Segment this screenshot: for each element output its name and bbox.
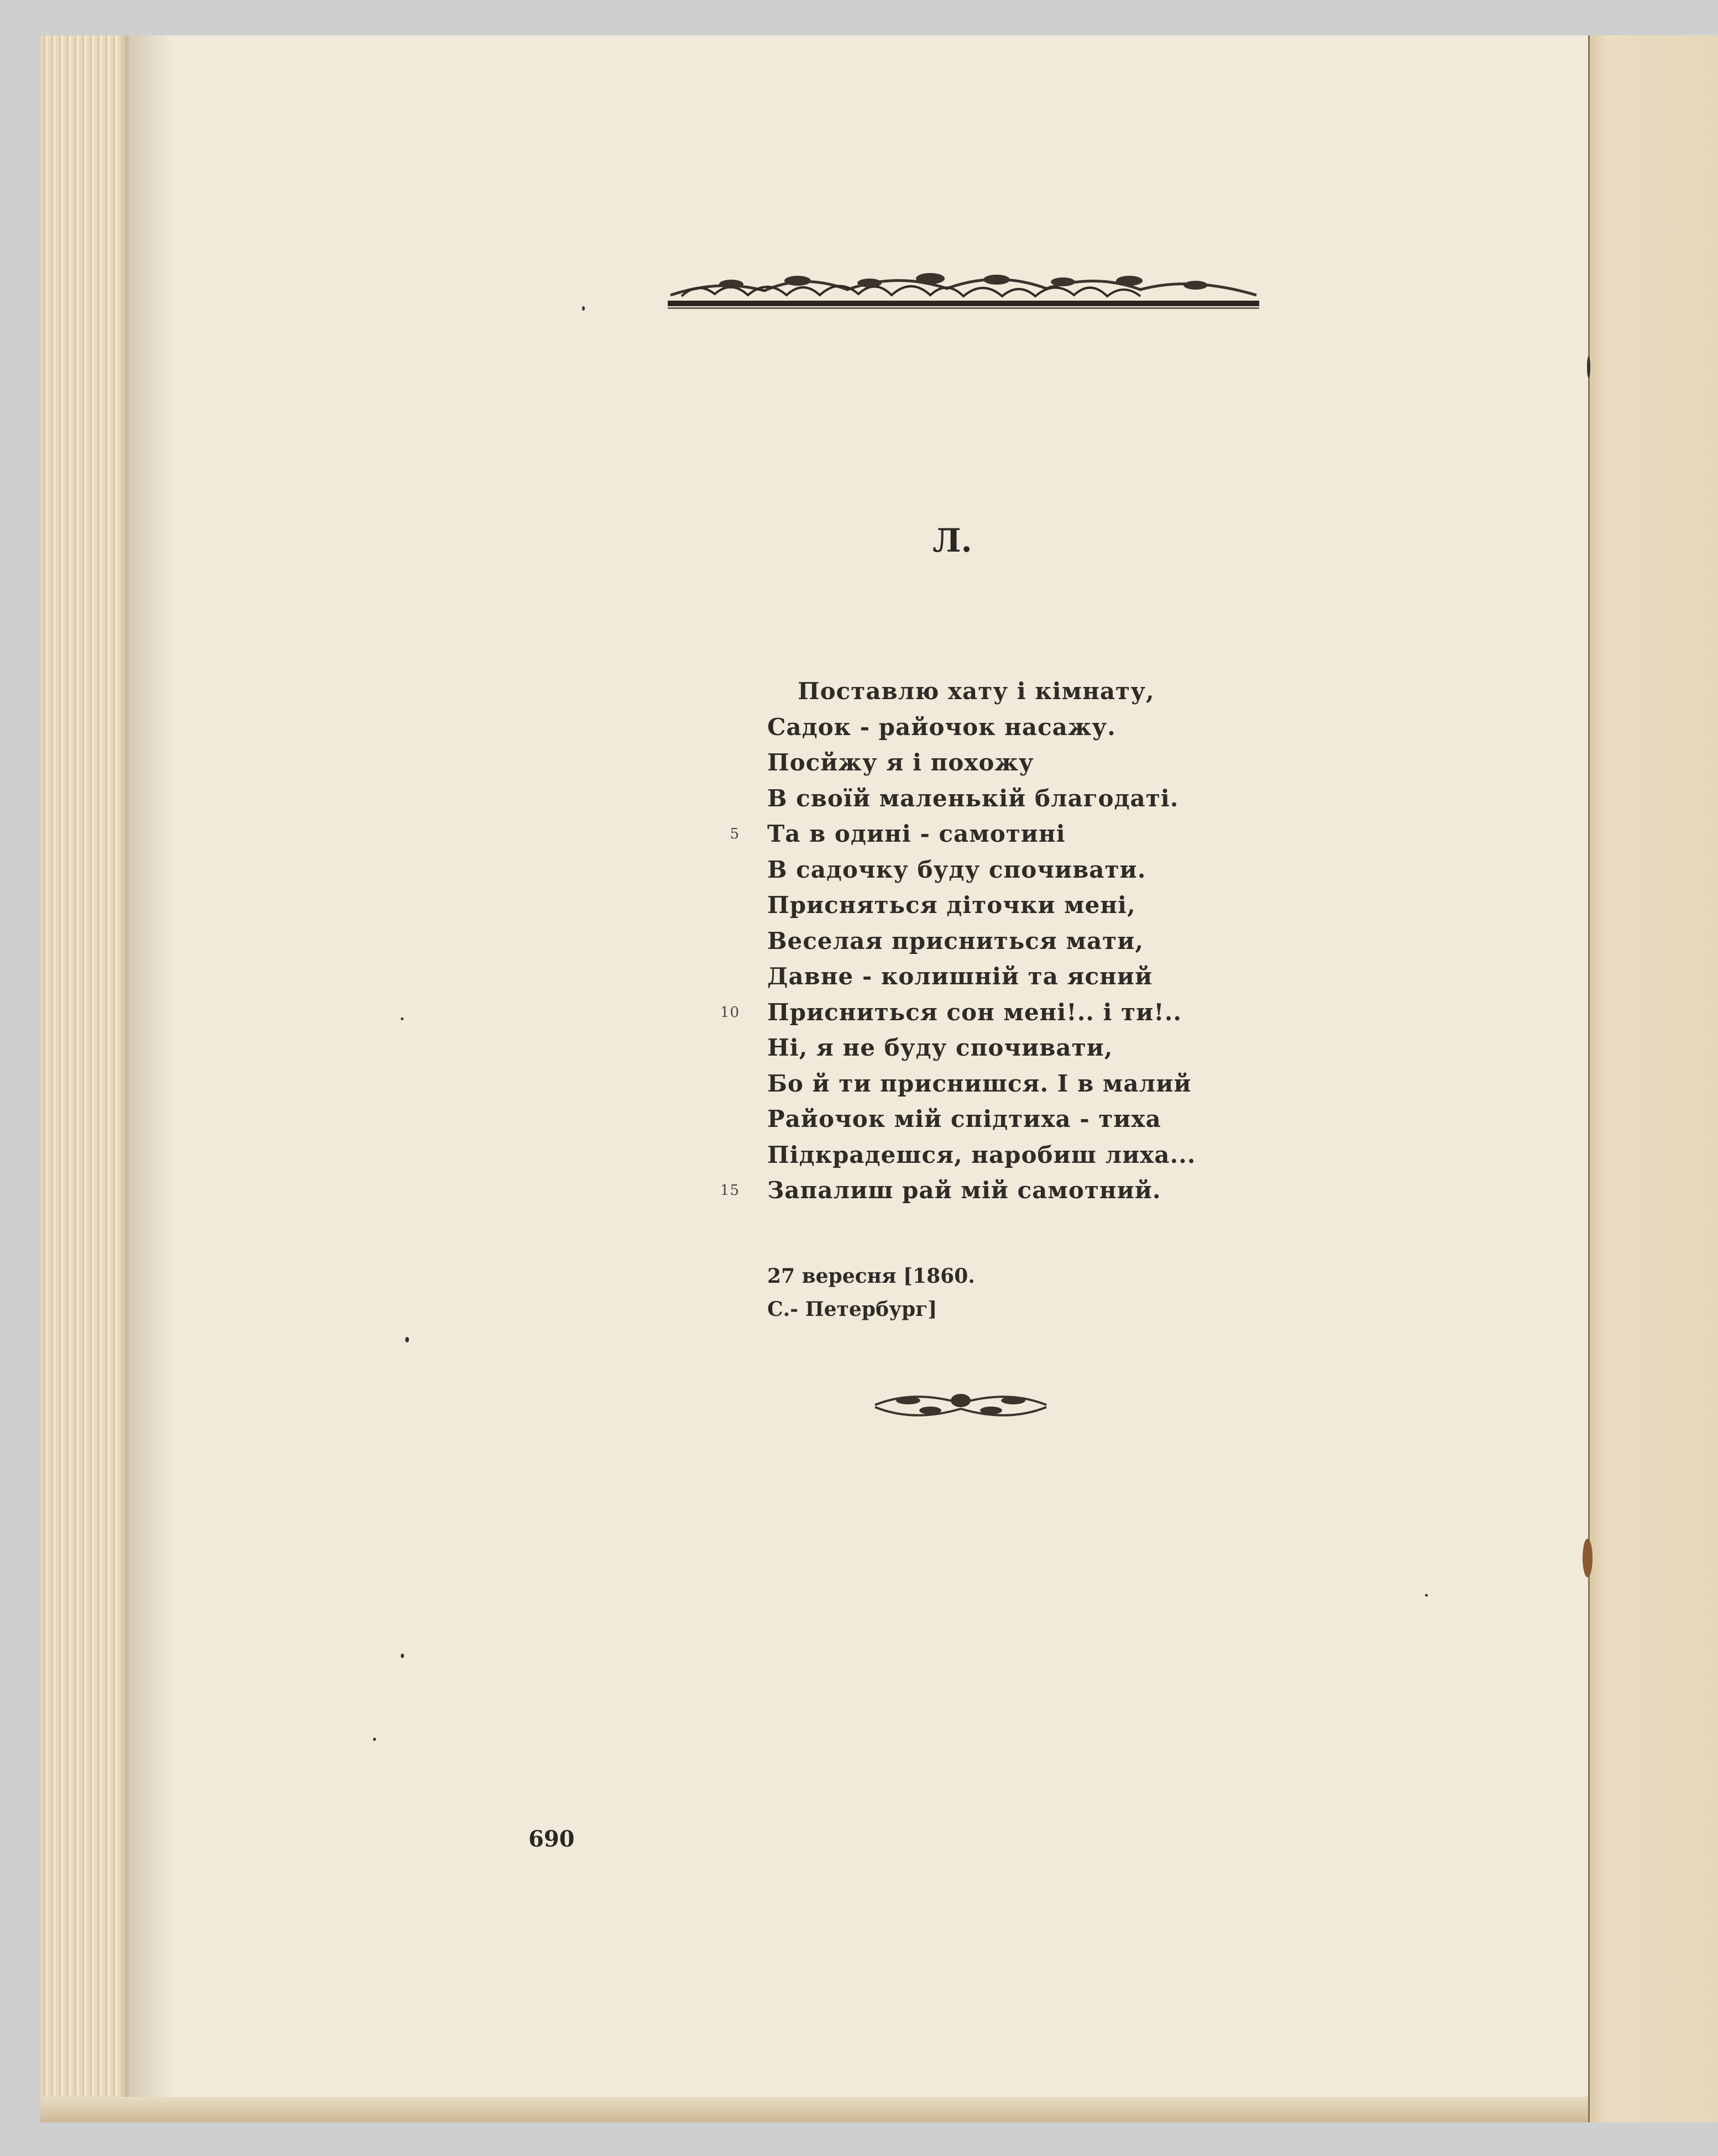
facing-page-edge (1588, 35, 1718, 2122)
verse-line: Поставлю хату і кімнату, (798, 678, 1155, 705)
verse-line: Присняться діточки мені, (767, 891, 1136, 919)
scanned-page (40, 35, 1718, 2122)
headpiece-ornament (665, 256, 1262, 312)
paper-speck (1587, 356, 1590, 378)
paper-speck (1425, 1594, 1428, 1597)
bottom-page-edge (40, 2097, 1588, 2122)
verse-line: 15 Запалиш рай мій самотний. (767, 1173, 1265, 1209)
page-edges (40, 35, 129, 2122)
verse-line: В садочку буду спочивати. (767, 856, 1146, 883)
line-number: 10 (720, 1004, 740, 1021)
verse-line: Садок - райочок насажу. (767, 713, 1116, 741)
paper-speck (401, 1017, 404, 1020)
paper-speck (401, 1654, 404, 1658)
verse-line: Бо й ти приснишся. І в малий (767, 1069, 1192, 1097)
tailpiece-ornament (870, 1378, 1052, 1428)
line-number: 15 (720, 1182, 740, 1199)
spine-shadow (123, 35, 173, 2122)
verse-line: Веселая присниться мати, (767, 927, 1144, 954)
verse-line: Райочок мій спідтиха - тиха (767, 1105, 1161, 1132)
poem-date: 27 вересня [1860. (767, 1265, 975, 1288)
stain (1583, 1539, 1593, 1577)
paper-speck (405, 1337, 409, 1342)
verse-line: Ні, я не буду спочивати, (767, 1034, 1113, 1061)
paper-speck (582, 306, 585, 311)
verse-line: Підкрадешся, наробиш лиха... (767, 1141, 1196, 1168)
date-place (767, 1260, 975, 1326)
verse-line: 10 Присниться сон мені!.. і ти!.. (767, 995, 1265, 1031)
poem-body (720, 674, 1265, 1209)
verse-line: Посйжу я і похожу (767, 749, 1034, 776)
poem-place: С.- Петербург] (767, 1298, 937, 1321)
page-number: 690 (528, 1826, 575, 1852)
verse-line: 5 Та в одині - самотині (767, 816, 1265, 852)
verse-line: Давне - колишній та ясний (767, 963, 1153, 990)
paper-speck (373, 1738, 376, 1741)
poem-title: Л. (933, 522, 972, 559)
line-number: 5 (730, 826, 740, 842)
verse-line: В своїй маленькій благодаті. (767, 784, 1179, 812)
